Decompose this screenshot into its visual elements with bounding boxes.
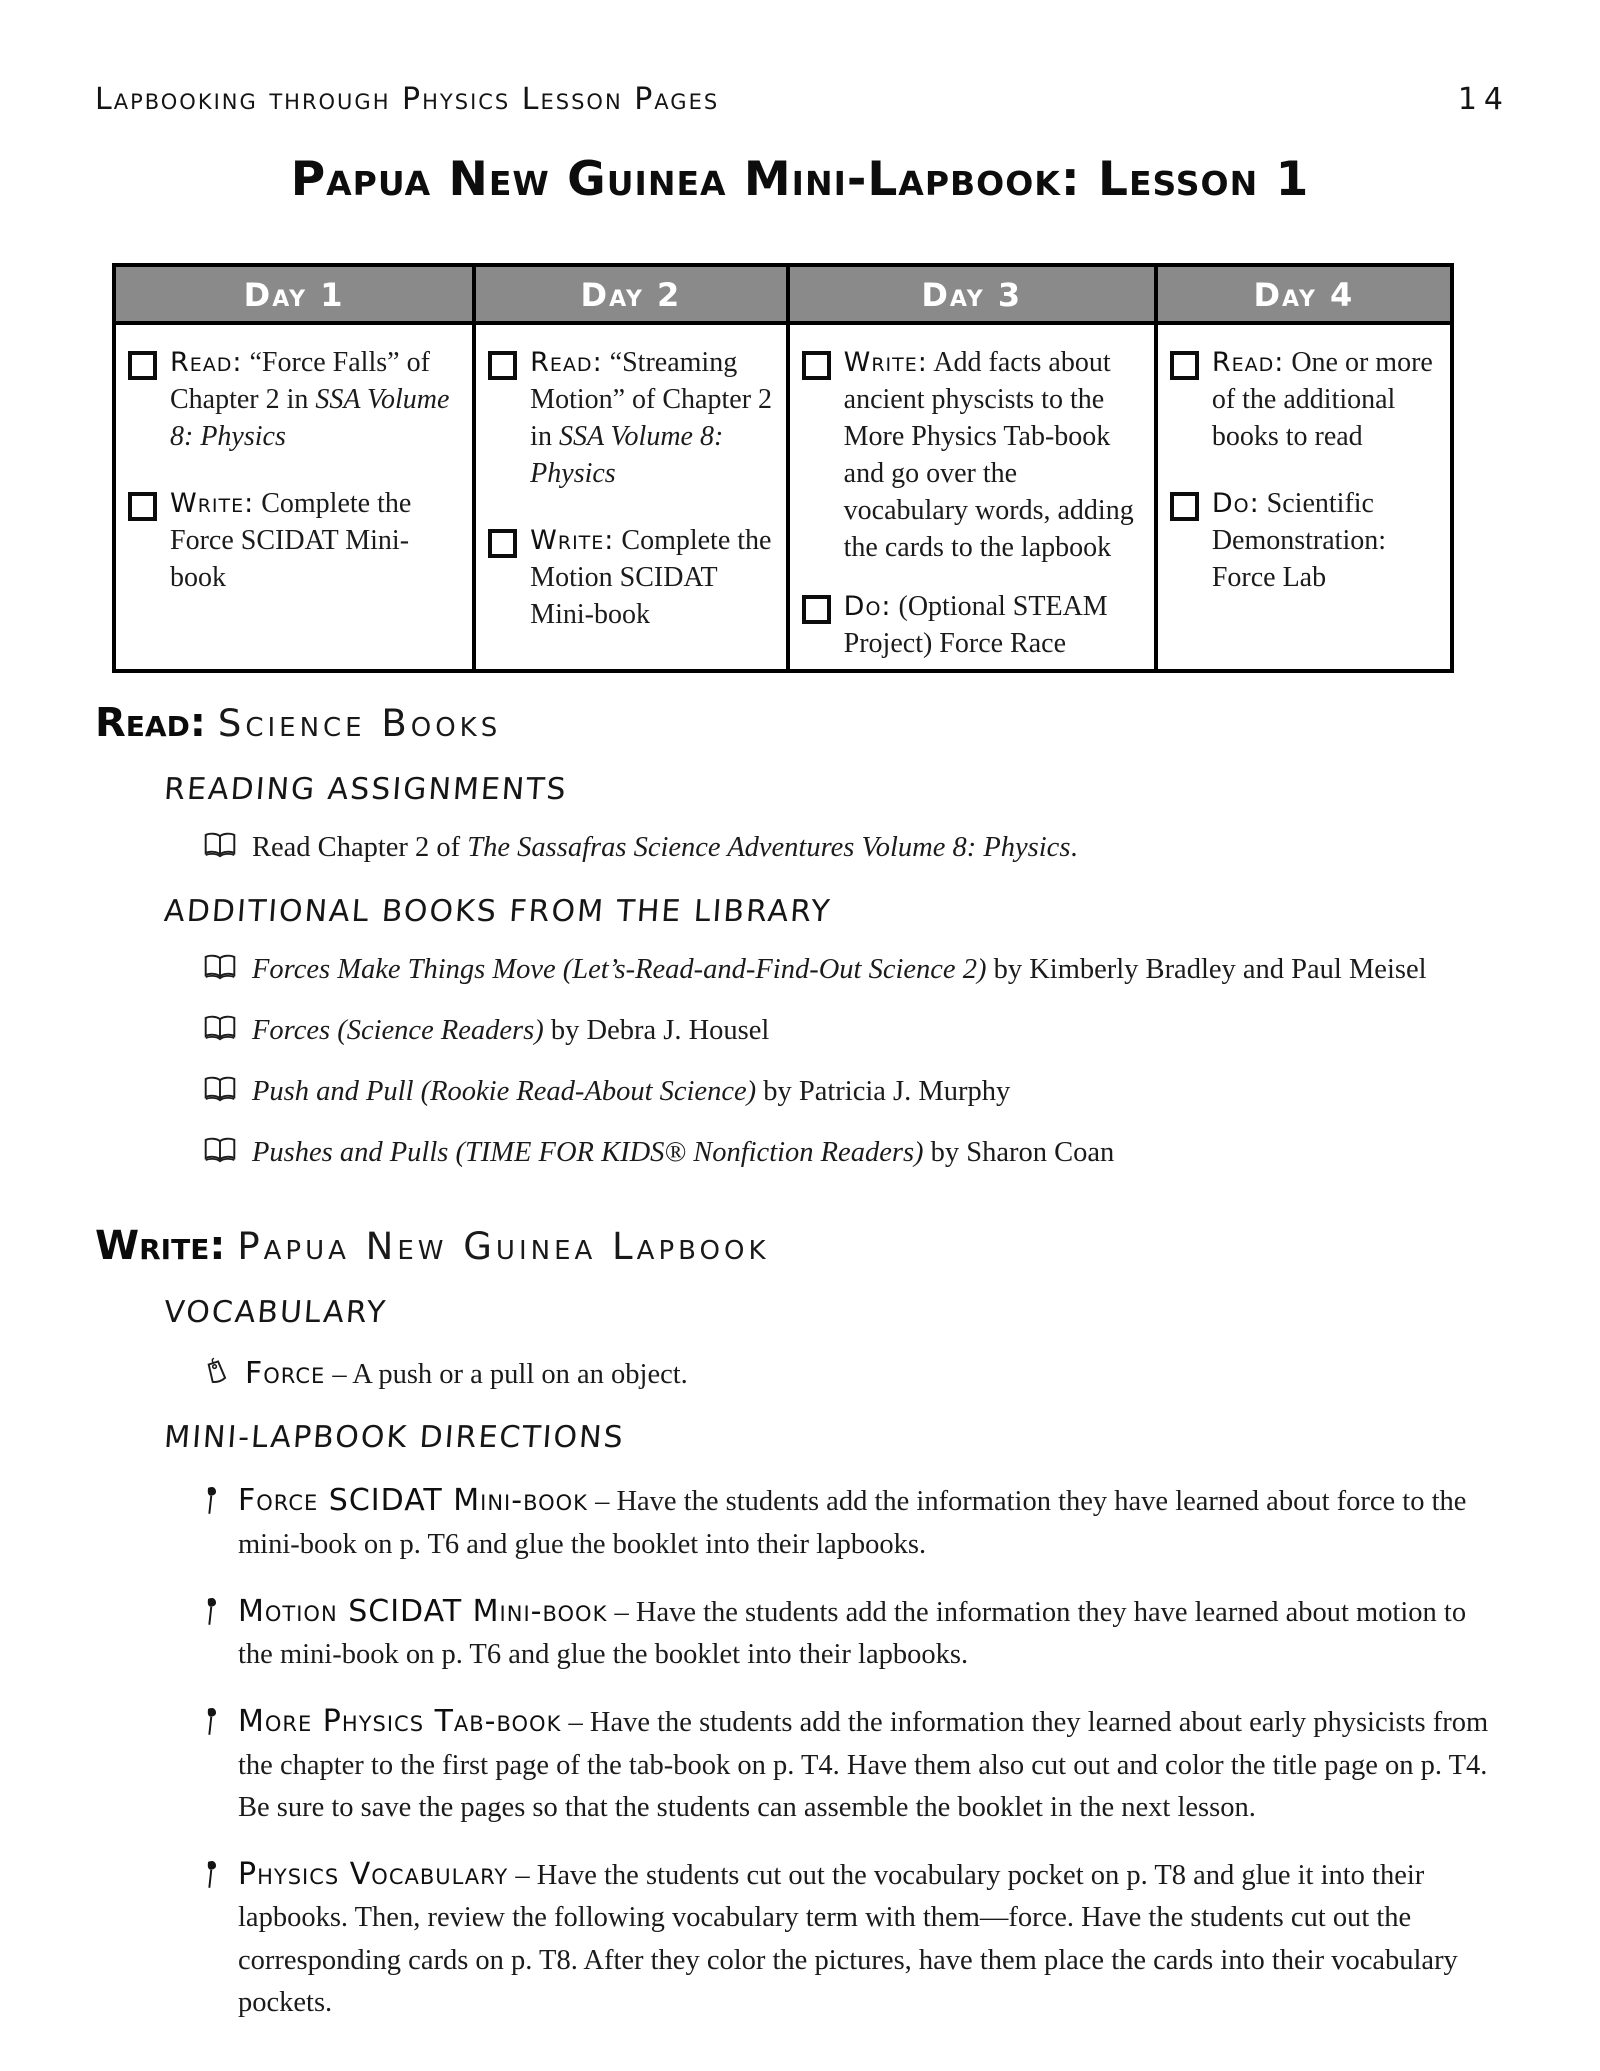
- write-section-heading: [95, 1223, 1510, 1269]
- task-text-pre: One or more of the additional books to read: [1211, 347, 1433, 452]
- book-author: by Patricia J. Murphy: [756, 1076, 1011, 1108]
- pushpin-icon: [203, 1706, 220, 1743]
- direction-name: Force SCIDAT Mini-book: [238, 1483, 588, 1519]
- directions-heading: MINI-LAPBOOK DIRECTIONS: [163, 1420, 626, 1456]
- checkbox-icon[interactable]: [128, 492, 157, 521]
- vocab-term: Force: [245, 1356, 326, 1392]
- direction-item: [203, 1479, 1505, 1566]
- checkbox-icon[interactable]: [488, 351, 517, 380]
- day-column-3: [786, 267, 1154, 669]
- write-heading-label: Write:: [95, 1223, 226, 1270]
- day-header-3: Day 3: [790, 267, 1154, 325]
- task-item: [128, 486, 460, 597]
- pushpin-icon: [203, 1596, 220, 1633]
- task-label: Read:: [1211, 347, 1285, 378]
- task-label: Write:: [843, 347, 928, 378]
- direction-text: [238, 1479, 1505, 1566]
- day-body-1: [116, 325, 472, 669]
- day-body-4: [1158, 325, 1450, 669]
- read-heading-label: Read:: [95, 700, 206, 746]
- read-heading-rest: Science Books: [217, 702, 502, 745]
- vocab-definition: – A push or a pull on an object.: [325, 1359, 688, 1391]
- task-text: [530, 345, 773, 493]
- open-book-icon: [203, 1014, 237, 1051]
- checkbox-icon[interactable]: [1170, 492, 1199, 521]
- day-column-2: [472, 267, 785, 669]
- task-text: [1212, 345, 1438, 456]
- direction-item: [203, 1590, 1505, 1677]
- day-header-4: Day 4: [1158, 267, 1450, 325]
- task-text-pre: Complete the Motion SCIDAT Mini-book: [530, 524, 772, 630]
- day-header-1: Day 1: [116, 267, 472, 325]
- page-number: 14: [1457, 82, 1510, 117]
- vocab-text: [245, 1356, 688, 1391]
- task-label: Do:: [1211, 487, 1260, 519]
- book-title-italic: Push and Pull (Rookie Read-About Science): [252, 1076, 757, 1108]
- direction-body: – Have the students add the information they learned about early physicists from the chapter to the first page of the tab-book on p. T4. Have them also cut out and color the title page on p. T4. Be sure to save the pages so that the students can assemble the booklet in the next lesson.: [238, 1707, 1489, 1823]
- checkbox-icon[interactable]: [1170, 351, 1199, 380]
- task-label: Read:: [170, 347, 243, 378]
- reading-assignment-item: [203, 829, 1510, 868]
- day-header-2: Day 2: [476, 267, 785, 325]
- reading-assignments-heading: READING ASSIGNMENTS: [163, 772, 569, 807]
- task-text-pre: (Optional STEAM Project) Force Race: [843, 590, 1108, 659]
- task-text-pre: Add facts about ancient physcists to the More Physics Tab-book and go over the vocabulary words, adding the cards to the lapbook: [843, 347, 1134, 563]
- library-book-item: [203, 951, 1510, 990]
- running-header-title: Lapbooking through Physics Lesson Pages: [95, 82, 720, 117]
- pushpin-icon: [203, 1485, 220, 1522]
- library-book-item: [203, 1134, 1510, 1173]
- day-body-2: [476, 325, 785, 669]
- schedule-table: [112, 263, 1454, 673]
- task-text-pre: Scientific Demonstration: Force Lab: [1211, 487, 1387, 593]
- pushpin-icon: [203, 1859, 220, 1896]
- direction-body: – Have the students add the information they have learned about motion to the mini-book on p. T6 and glue the booklet into their lapbooks.: [238, 1596, 1467, 1671]
- day-column-4: [1154, 267, 1450, 669]
- book-title-italic: Forces Make Things Move (Let’s-Read-and-Find-Out Science 2): [252, 954, 987, 986]
- page-title: Papua New Guinea Mini-Lapbook: Lesson 1: [290, 152, 1310, 207]
- write-heading-rest: Papua New Guinea Lapbook: [237, 1225, 770, 1269]
- task-item: [802, 589, 1142, 663]
- checkbox-icon[interactable]: [488, 529, 517, 558]
- direction-body: – Have the students cut out the vocabulary pocket on p. T8 and glue it into their lapbooks. Then, review the following vocabulary term with them—force. Have the students cut out the corresponding cards on p. T8. After they color the pictures, have them place the cards into their vocabulary pockets.: [238, 1860, 1458, 2018]
- task-text-pre: “Streaming Motion” of Chapter 2 in: [530, 347, 773, 452]
- checkbox-icon[interactable]: [128, 351, 157, 380]
- task-text-pre: “Force Falls” of Chapter 2 in: [170, 347, 430, 415]
- direction-item: [203, 1853, 1505, 2024]
- task-text: [844, 589, 1142, 663]
- book-text: [252, 1012, 769, 1049]
- additional-books-heading: ADDITIONAL BOOKS FROM THE LIBRARY: [163, 894, 833, 930]
- task-item: [128, 345, 460, 456]
- task-label: Write:: [170, 487, 255, 519]
- book-text: [252, 1073, 1010, 1110]
- open-book-icon: [203, 831, 237, 868]
- running-header: [95, 82, 1510, 117]
- book-title-italic: Pushes and Pulls (TIME FOR KIDS® Nonfiction Readers): [252, 1137, 924, 1169]
- page-content: [95, 700, 1510, 2024]
- assignment-text: [252, 829, 1078, 866]
- task-text-pre: Complete the Force SCIDAT Mini-book: [170, 487, 412, 593]
- direction-name: More Physics Tab-book: [238, 1704, 562, 1740]
- read-section-heading: [95, 700, 1510, 746]
- direction-text: [238, 1700, 1505, 1829]
- assignment-text-pre: Read Chapter 2 of: [252, 832, 468, 863]
- book-text: [252, 951, 1427, 988]
- book-text: [252, 1134, 1114, 1171]
- book-author: by Debra J. Housel: [543, 1015, 770, 1047]
- task-label: Write:: [530, 524, 615, 556]
- task-text: [170, 345, 460, 456]
- vocabulary-item: [203, 1356, 1510, 1394]
- open-book-icon: [203, 1075, 237, 1112]
- book-author: by Sharon Coan: [923, 1137, 1115, 1169]
- assignment-text-post: .: [1070, 832, 1078, 863]
- task-item: [1170, 486, 1438, 597]
- open-book-icon: [203, 1136, 237, 1173]
- direction-body: – Have the students add the information they have learned about force to the mini-book on p. T6 and glue the booklet into their lapbooks.: [238, 1486, 1467, 1560]
- direction-name: Physics Vocabulary: [238, 1857, 509, 1893]
- day-body-3: [790, 325, 1154, 669]
- task-label: Read:: [530, 347, 603, 378]
- direction-name: Motion SCIDAT Mini-book: [238, 1593, 608, 1629]
- book-title-italic: Forces (Science Readers): [252, 1015, 544, 1047]
- day-column-1: [116, 267, 472, 669]
- direction-item: [203, 1700, 1505, 1829]
- tag-icon: [203, 1356, 229, 1394]
- vocabulary-heading: VOCABULARY: [163, 1295, 389, 1331]
- task-text-italic: SSA Volume 8: Physics: [170, 383, 450, 452]
- checkbox-icon[interactable]: [802, 351, 831, 380]
- direction-text: [238, 1853, 1505, 2024]
- task-text: [170, 486, 460, 597]
- direction-text: [238, 1590, 1505, 1677]
- library-book-item: [203, 1012, 1510, 1051]
- task-text: [530, 523, 773, 634]
- task-label: Do:: [843, 590, 892, 622]
- task-text-italic: SSA Volume 8: Physics: [530, 420, 724, 489]
- task-item: [802, 345, 1142, 567]
- book-author: by Kimberly Bradley and Paul Meisel: [986, 954, 1427, 986]
- library-book-item: [203, 1073, 1510, 1112]
- assignment-text-italic: The Sassafras Science Adventures Volume 8: Physics: [467, 832, 1071, 863]
- open-book-icon: [203, 953, 237, 990]
- task-item: [488, 345, 773, 493]
- task-text: [1212, 486, 1438, 597]
- task-item: [1170, 345, 1438, 456]
- checkbox-icon[interactable]: [802, 595, 831, 624]
- task-item: [488, 523, 773, 634]
- task-text: [844, 345, 1142, 567]
